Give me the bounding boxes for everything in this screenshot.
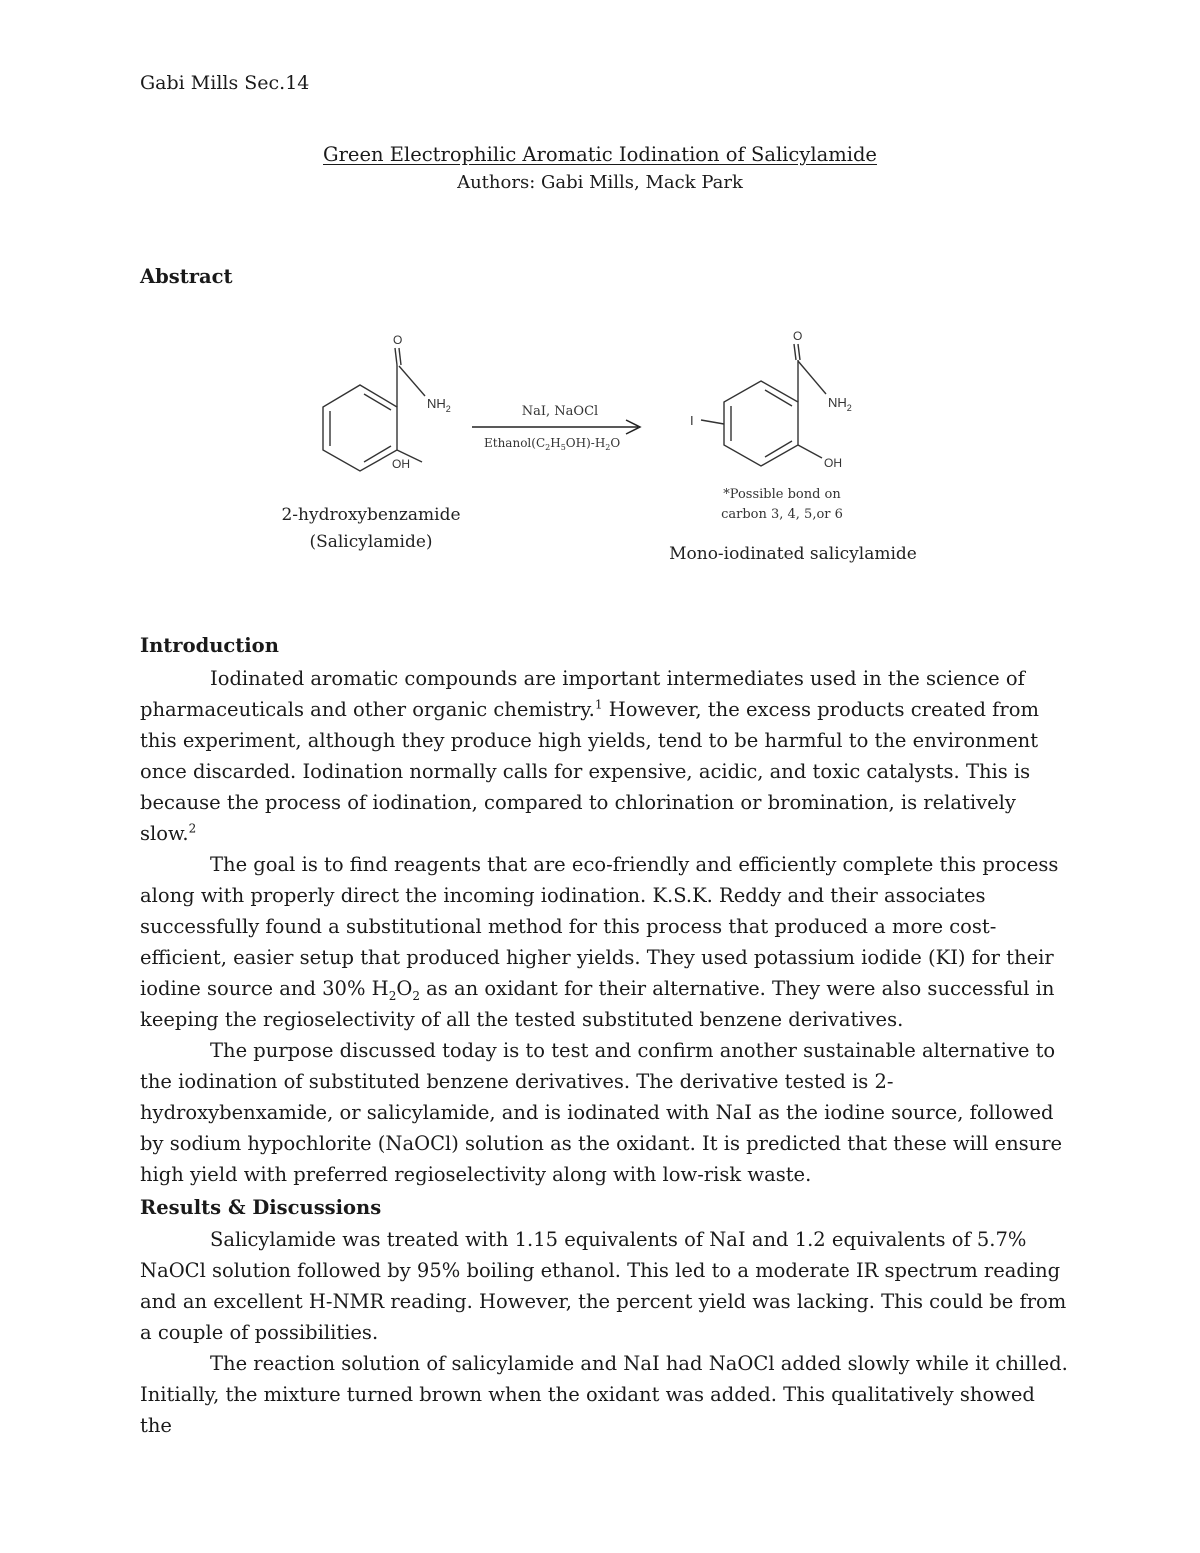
intro-paragraph-1: Iodinated aromatic compounds are important intermediates used in the science of pharmaceuticals and other organic chemistry.$^1$ However, the excess products created from this experiment, although they produce high yields, tend to be harmful to the environment once discarded. Iodination normally calls for expensive, acidic, and toxic catalysts. This is because the process of iodination, compared to chlorination or bromination, is relatively slow.$^2$	[140, 667, 1039, 845]
product-benzene-ring	[724, 381, 798, 466]
reactant-benzene-ring	[323, 385, 397, 471]
reference-2: 2	[188, 821, 197, 836]
reactant-name-line1: 2-hydroxybenzamide	[281, 505, 461, 525]
introduction-heading: Introduction	[140, 634, 279, 657]
reagents-bottom-label: $Ethanol(C_2H_5OH)-H_2O$	[484, 436, 621, 452]
results-heading: Results & Discussions	[140, 1196, 382, 1219]
reaction-scheme	[250, 320, 970, 580]
product-hydroxyl-label: OH	[824, 456, 842, 470]
introduction-body	[140, 663, 1070, 1190]
title-block	[0, 143, 1200, 193]
product-note-line1: *Possible bond on	[723, 487, 841, 502]
product-iodine-bond	[701, 420, 724, 424]
product-amine-label: $NH_2$	[828, 395, 852, 413]
page-header: Gabi Mills Sec.14	[140, 72, 310, 94]
reactant-structure	[323, 348, 425, 471]
reactant-name-line2: (Salicylamide)	[309, 532, 433, 552]
product-name: Mono-iodinated salicylamide	[669, 544, 917, 564]
product-note-line2: carbon 3, 4, 5,or 6	[721, 507, 843, 522]
product-oxygen-label: O	[793, 329, 803, 343]
reactant-hydroxyl-label: OH	[392, 457, 410, 471]
paper-title: Green Electrophilic Aromatic Iodination of Salicylamide	[323, 143, 877, 166]
reagents-top-label: NaI, NaOCl	[521, 404, 599, 419]
authors-line: Authors: Gabi Mills, Mack Park	[457, 172, 743, 193]
abstract-heading: Abstract	[140, 265, 233, 288]
reactant-amine-label: $NH_2$	[427, 396, 451, 414]
reference-1: 1	[594, 697, 603, 712]
product-structure	[701, 344, 826, 466]
product-iodine-label: I	[690, 413, 694, 428]
intro-paragraph-2: The goal is to find reagents that are eco-friendly and efficiently complete this process along with properly direct the incoming iodination. K.S.K. Reddy and their associates successfully found a substitutional method for this process that produced a more cost-efficient, easier setup that produced higher yields. They used potassium iodide (KI) for their iodine source and 30% $H_2O_2$ as an oxidant for their alternative. They were also successful in keeping the regioselectivity of all the tested substituted benzene derivatives.	[140, 853, 1059, 1031]
results-paragraph-1: Salicylamide was treated with 1.15 equivalents of NaI and 1.2 equivalents of 5.7% NaOCl solution followed by 95% boiling ethanol. This led to a moderate IR spectrum reading and an excellent H-NMR reading. However, the percent yield was lacking. This could be from a couple of possibilities.	[140, 1228, 1067, 1344]
results-paragraph-2: The reaction solution of salicylamide and NaI had NaOCl added slowly while it chilled. Initially, the mixture turned brown when the oxidant was added. This qualitatively showed the	[140, 1352, 1068, 1437]
intro-paragraph-3: The purpose discussed today is to test and confirm another sustainable alternative to the iodination of substituted benzene derivatives. The derivative tested is 2-hydroxybenxamide, or salicylamide, and is iodinated with NaI as the iodine source, followed by sodium hypochlorite (NaOCl) solution as the oxidant. It is predicted that these will ensure high yield with preferred regioselectivity along with low-risk waste.	[140, 1039, 1063, 1186]
results-body	[140, 1224, 1070, 1441]
reactant-oxygen-label: O	[393, 333, 403, 347]
